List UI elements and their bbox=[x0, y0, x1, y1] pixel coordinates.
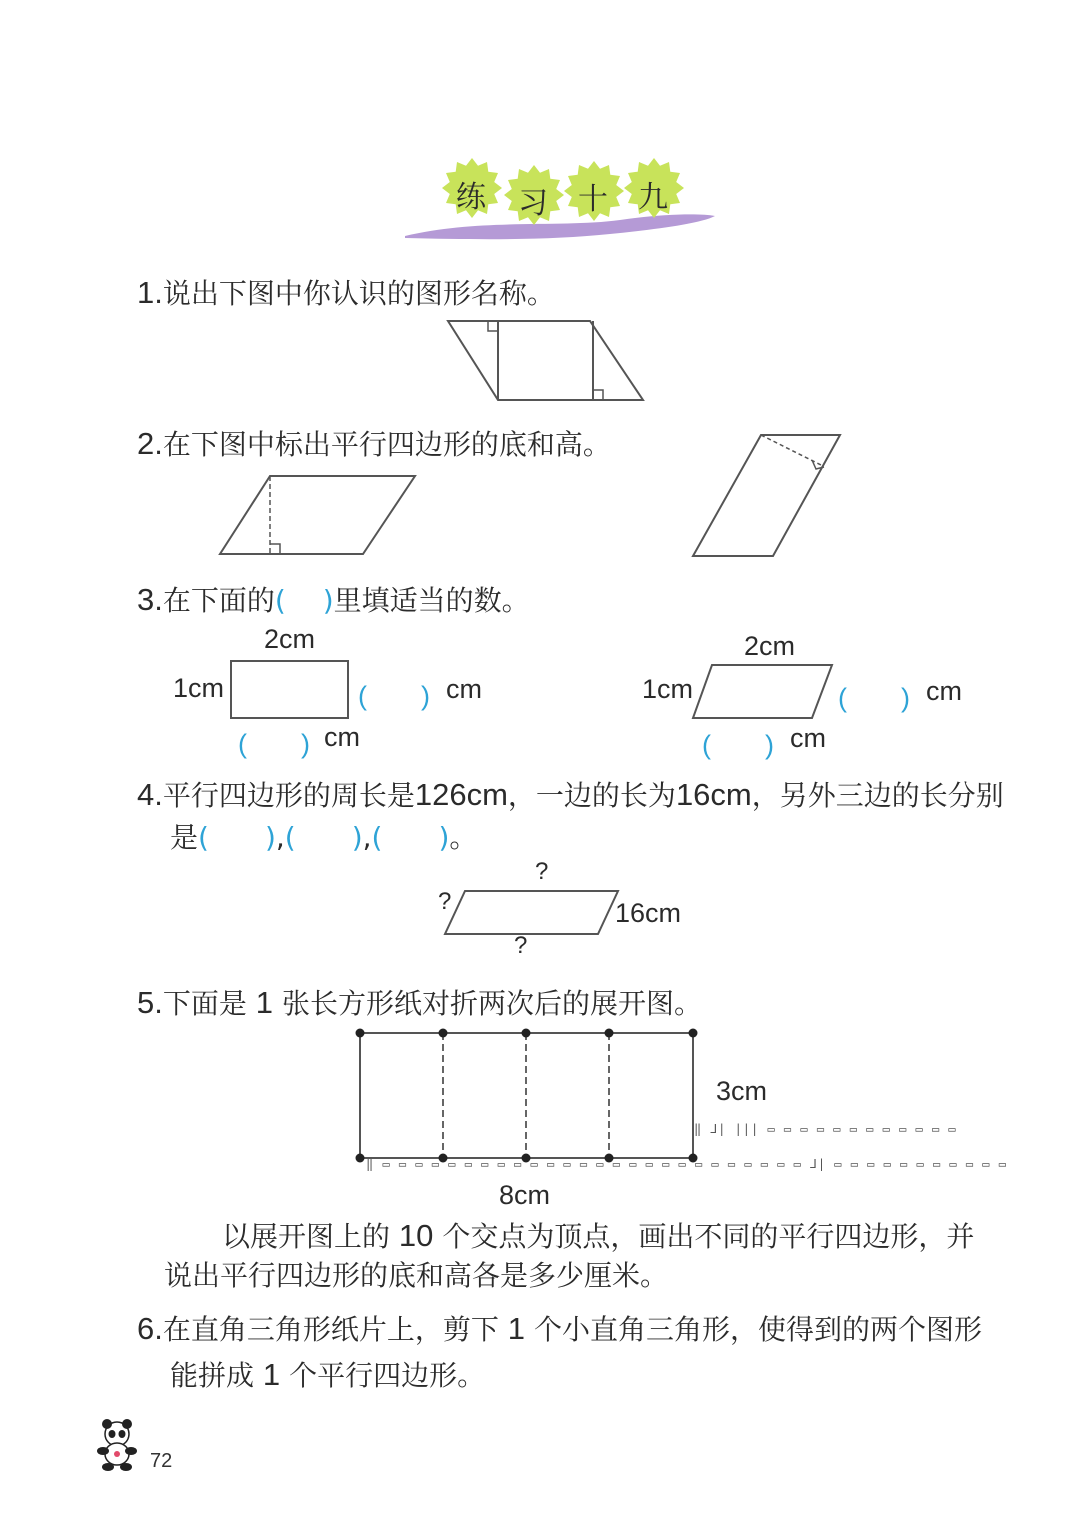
question-text: 个小直角三角形，使得到的两个图形 bbox=[533, 1313, 982, 1346]
q3-rectangle bbox=[229, 659, 351, 721]
question-text: 平行四边形的周长是 bbox=[162, 779, 415, 812]
period: 。 bbox=[449, 821, 478, 854]
rect-left-label: 1cm bbox=[173, 673, 225, 703]
vertex-point[interactable] bbox=[439, 1029, 448, 1038]
question-number: 2. bbox=[137, 426, 163, 461]
point-count: 10 bbox=[398, 1218, 434, 1253]
ruler-artifact-bottom: ‖ ▭ ▭ ▭ ▭ ▭ ▭ ▭ ▭ ▭ ▭ ▭ ▭ ▭ ▭ ▭ ▭ ▭ ▭ ▭ ▭ ▭ ▭ ▭ ▭ ▭ ▭ ⅃| ▭ ▭ ▭ ▭ ▭ ▭ ▭ ▭ ▭ ▭ ▭ bbox=[366, 1157, 1007, 1171]
ruler-artifact-right: ‖ ⅃| ||| ▭ ▭ ▭ ▭ ▭ ▭ ▭ ▭ ▭ ▭ ▭ ▭ bbox=[694, 1122, 957, 1136]
question-text: 是 bbox=[170, 821, 199, 854]
question-text: 在直角三角形纸片上，剪下 bbox=[162, 1313, 499, 1346]
rect-right-blank[interactable]: ( ) bbox=[358, 681, 430, 711]
rect-right-unit: cm bbox=[446, 674, 482, 704]
answer-blank-3[interactable]: ( ) bbox=[371, 821, 450, 854]
answer-blank-2[interactable]: ( ) bbox=[284, 821, 363, 854]
question-text: ，一边的长为 bbox=[507, 779, 676, 812]
question-text: 在下面的 bbox=[162, 584, 275, 617]
blank-paren: ( ) bbox=[274, 584, 334, 617]
vertex-point[interactable] bbox=[522, 1029, 531, 1038]
answer-blank-1[interactable]: ( ) bbox=[198, 821, 276, 854]
q4-bottom-label: ? bbox=[514, 932, 528, 959]
separator: , bbox=[362, 821, 372, 854]
q3-parallelogram bbox=[690, 662, 835, 722]
para-top-label: 2cm bbox=[744, 631, 796, 661]
q1-figure bbox=[440, 315, 660, 405]
question-number: 4. bbox=[137, 777, 163, 812]
question-text: 下面是 bbox=[162, 987, 247, 1020]
rect-bottom-unit: cm bbox=[324, 722, 360, 752]
rect-bottom-blank[interactable]: ( ) bbox=[238, 729, 310, 759]
question-text: 以展开图上的 bbox=[222, 1220, 391, 1253]
panda-icon bbox=[92, 1418, 142, 1473]
question-text: 里填适当的数。 bbox=[333, 584, 530, 617]
question-text: 个交点为顶点，画出不同的平行四边形，并 bbox=[442, 1220, 975, 1253]
question-4-line2 bbox=[170, 820, 477, 856]
vertex-point[interactable] bbox=[356, 1154, 365, 1163]
perimeter-value: 126cm bbox=[414, 777, 508, 812]
question-4 bbox=[137, 777, 1004, 814]
vertex-point[interactable] bbox=[689, 1029, 698, 1038]
question-number: 5. bbox=[137, 985, 163, 1020]
question-1 bbox=[137, 275, 555, 312]
question-text: 张长方形纸对折两次后的展开图。 bbox=[281, 987, 702, 1020]
count-value: 1 bbox=[507, 1311, 526, 1346]
question-text: 个平行四边形。 bbox=[289, 1359, 486, 1392]
question-5-desc-2 bbox=[164, 1258, 668, 1294]
title-char-2: 习 bbox=[518, 186, 548, 221]
para-bottom-unit: cm bbox=[790, 723, 826, 753]
para-bottom-blank[interactable]: ( ) bbox=[702, 730, 774, 760]
question-number: 3. bbox=[137, 582, 163, 617]
q2-figure-right bbox=[688, 430, 848, 560]
question-text: 说出平行四边形的底和高各是多少厘米。 bbox=[164, 1259, 669, 1292]
q4-left-label: ? bbox=[438, 888, 452, 915]
question-text: 能拼成 bbox=[170, 1359, 255, 1392]
count-value: 1 bbox=[255, 985, 274, 1020]
q4-parallelogram bbox=[442, 888, 622, 938]
rect-top-label: 2cm bbox=[264, 624, 316, 654]
vertex-point[interactable] bbox=[356, 1029, 365, 1038]
question-6-line2 bbox=[170, 1357, 485, 1394]
question-2 bbox=[137, 426, 611, 463]
q4-right-label: 16cm bbox=[615, 898, 682, 928]
count-value: 1 bbox=[262, 1357, 281, 1392]
page-number: 72 bbox=[150, 1450, 173, 1472]
title-char-3: 十 bbox=[578, 182, 608, 217]
q4-top-label: ? bbox=[535, 858, 549, 885]
question-text: 在下图中标出平行四边形的底和高。 bbox=[162, 428, 611, 461]
para-left-label: 1cm bbox=[642, 674, 694, 704]
question-5 bbox=[137, 985, 702, 1022]
para-right-unit: cm bbox=[926, 676, 962, 706]
q5-width-label: 8cm bbox=[499, 1180, 551, 1210]
title bbox=[440, 160, 700, 230]
vertex-point[interactable] bbox=[605, 1029, 614, 1038]
para-right-blank[interactable]: ( ) bbox=[838, 683, 910, 713]
q5-unfolded-paper bbox=[355, 1028, 700, 1168]
question-3 bbox=[137, 582, 530, 619]
question-6 bbox=[137, 1311, 982, 1348]
question-5-desc-1 bbox=[222, 1218, 974, 1255]
question-text: 说出下图中你认识的图形名称。 bbox=[162, 277, 555, 310]
question-text: ，另外三边的长分别 bbox=[751, 779, 1004, 812]
title-char-1: 练 bbox=[456, 180, 486, 215]
separator: , bbox=[275, 821, 285, 854]
q2-figure-left bbox=[215, 470, 425, 560]
question-number: 1. bbox=[137, 275, 163, 310]
question-number: 6. bbox=[137, 1311, 163, 1346]
title-char-4: 九 bbox=[638, 180, 668, 215]
side-value: 16cm bbox=[675, 777, 752, 812]
q5-height-label: 3cm bbox=[716, 1076, 768, 1106]
